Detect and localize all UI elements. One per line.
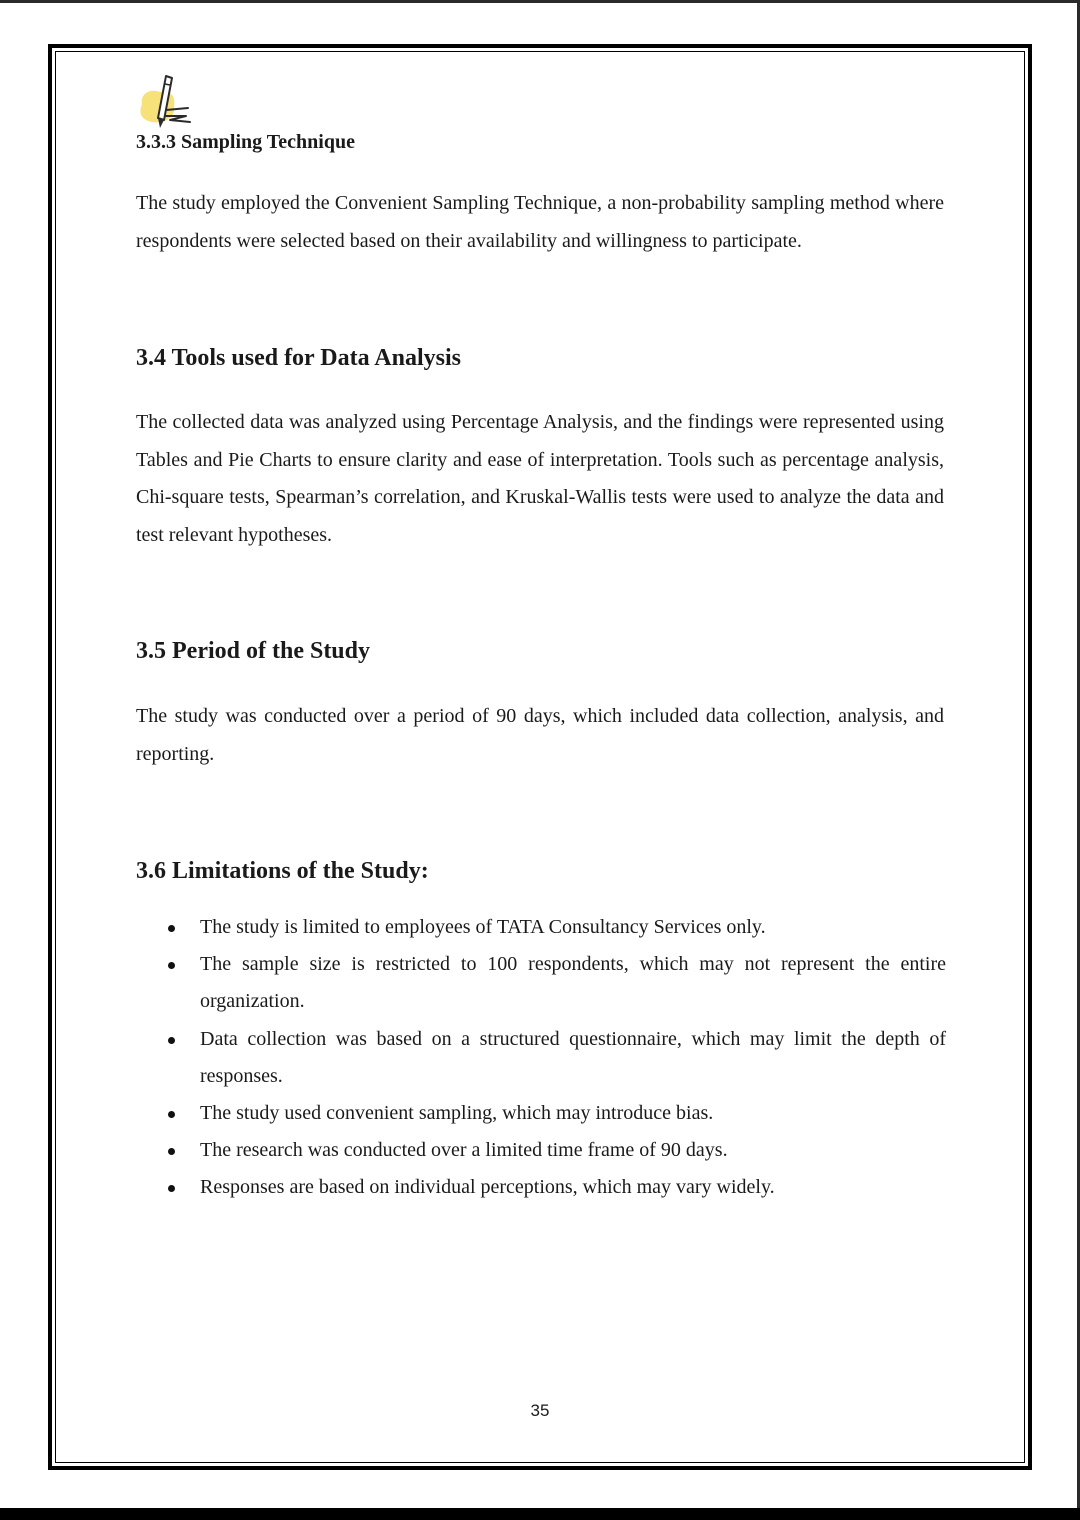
limitations-heading: 3.6 Limitations of the Study: [136,858,429,884]
bullet-icon [168,962,175,969]
list-item [136,1132,946,1169]
sampling-technique-heading: 3.3.3 Sampling Technique [136,131,355,153]
list-item [136,909,946,946]
list-item [136,1095,946,1132]
limitation-text: The research was conducted over a limited time frame of 90 days. [200,1139,728,1162]
bullet-icon [168,1148,175,1155]
bullet-icon [168,1185,175,1192]
limitation-text: The sample size is restricted to 100 respondents, which may not represent the entire organization. [200,953,946,1013]
bullet-icon [168,925,175,932]
scan-edge-top [0,0,1080,3]
period-heading: 3.5 Period of the Study [136,638,370,664]
sampling-technique-text: The study employed the Convenient Sampling Technique, a non-probability sampling method where respondents were selected based on their availability and willingness to participate. [136,192,944,252]
scan-edge-bottom [0,1508,1080,1520]
limitations-list [136,909,946,1207]
bullet-icon [168,1037,175,1044]
page-number: 35 [530,1401,550,1420]
list-item [136,1021,946,1095]
bullet-icon [168,1111,175,1118]
list-item [136,946,946,1020]
pen-writing-icon [136,70,200,132]
limitation-text: Data collection was based on a structured questionnaire, which may limit the depth of responses. [200,1027,946,1087]
list-item [136,1169,946,1206]
tools-heading: 3.4 Tools used for Data Analysis [136,345,461,371]
limitation-text: The study is limited to employees of TATA Consultancy Services only. [200,916,766,938]
limitation-text: Responses are based on individual perceptions, which may vary widely. [200,1176,775,1199]
limitation-text: The study used convenient sampling, which may introduce bias. [200,1102,714,1125]
tools-text: The collected data was analyzed using Percentage Analysis, and the findings were represented using Tables and Pie Charts to ensure clarity and ease of interpretation. Tools such as percentage analysis, Chi-square tests, Spearman’s correlation, and Kruskal-Wallis tests were used to analyze the data and test relevant hypotheses. [136,411,944,546]
period-text: The study was conducted over a period of 90 days, which included data collection, analysis, and reporting. [136,705,944,765]
